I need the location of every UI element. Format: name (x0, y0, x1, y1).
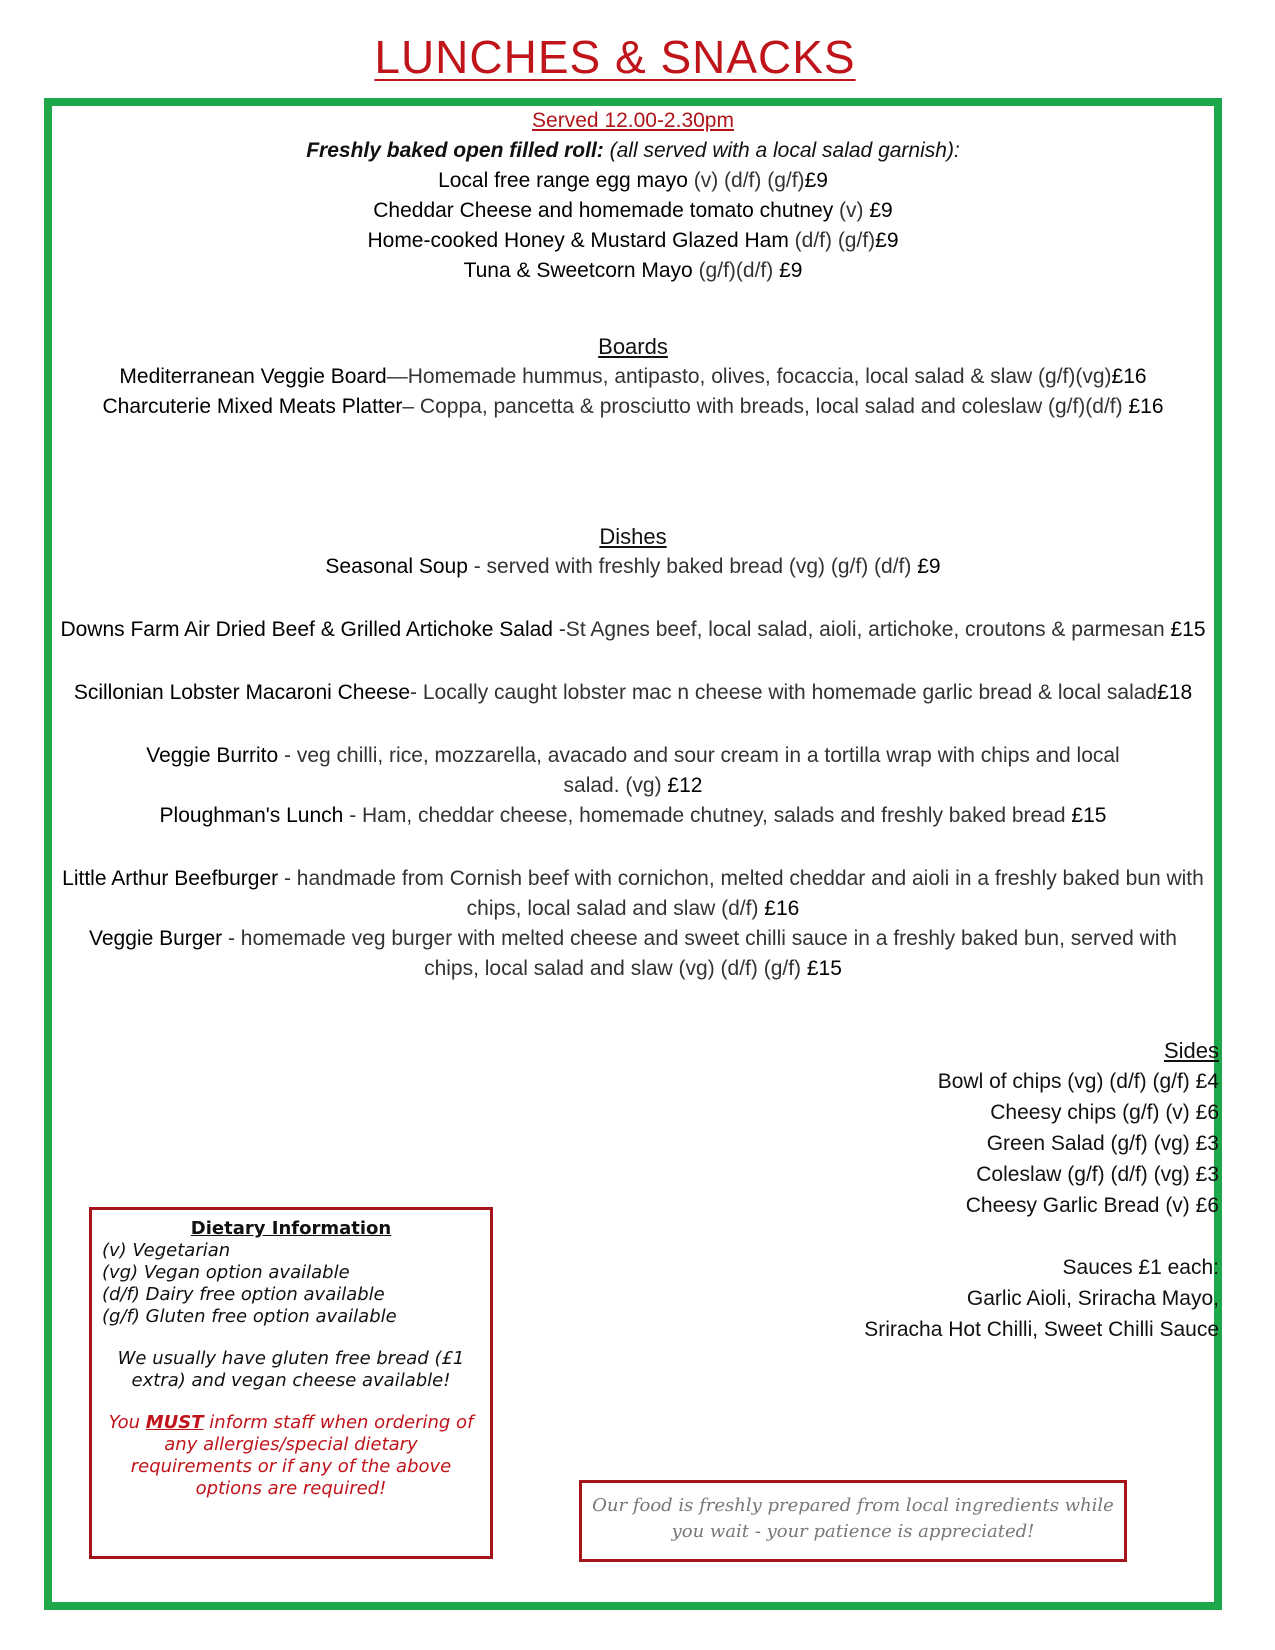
rolls-section (52, 106, 1214, 286)
side-item: Green Salad (g/f) (vg) £3 (986, 1132, 1219, 1155)
boards-heading: Boards (598, 334, 668, 359)
served-times: Served 12.00-2.30pm (532, 109, 734, 132)
sauce-line: Garlic Aioli, Sriracha Mayo, (966, 1287, 1219, 1310)
side-item: Coleslaw (g/f) (d/f) (vg) £3 (976, 1163, 1219, 1186)
sides-heading: Sides (1163, 1038, 1219, 1063)
dietary-line: (g/f) Gluten free option available (102, 1306, 397, 1327)
sauce-line: Sriracha Hot Chilli, Sweet Chilli Sauce (864, 1318, 1219, 1341)
menu-item: Veggie Burrito - veg chilli, rice, mozzarella, avacado and sour cream in a tortilla wrap with chips and local salad. (vg) £12 (146, 744, 1120, 797)
menu-item: Veggie Burger - homemade veg burger with melted cheese and sweet chilli sauce in a freshly baked bun, served with chips, local salad and slaw (vg) (d/f) (g/f) £15 (89, 927, 1177, 980)
dishes-section (52, 522, 1214, 984)
menu-item: Seasonal Soup - served with freshly baked bread (vg) (g/f) (d/f) £9 (325, 555, 941, 578)
menu-item: Cheddar Cheese and homemade tomato chutney (v) £9 (373, 199, 893, 222)
sides-section (864, 1035, 1219, 1345)
menu-item: Downs Farm Air Dried Beef & Grilled Artichoke Salad -St Agnes beef, local salad, aioli, artichoke, croutons & parmesan £15 (60, 618, 1206, 641)
side-item: Bowl of chips (vg) (d/f) (g/f) £4 (937, 1070, 1219, 1093)
fresh-food-note (579, 1480, 1127, 1562)
dietary-heading: Dietary Information (190, 1218, 392, 1239)
rolls-intro: Freshly baked open filled roll: (all served with a local salad garnish): (306, 139, 960, 162)
menu-item: Home-cooked Honey & Mustard Glazed Ham (d/f) (g/f)£9 (367, 229, 899, 252)
dishes-heading: Dishes (599, 524, 667, 549)
dietary-line: (v) Vegetarian (102, 1240, 231, 1261)
menu-item: Local free range egg mayo (v) (d/f) (g/f)£9 (438, 169, 828, 192)
note-line: you wait - your patience is appreciated! (671, 1521, 1035, 1542)
menu-item: Ploughman's Lunch - Ham, cheddar cheese, homemade chutney, salads and freshly baked bread £15 (159, 804, 1107, 827)
menu-item: Tuna & Sweetcorn Mayo (g/f)(d/f) £9 (463, 259, 803, 282)
menu-title: LUNCHES & SNACKS (374, 31, 856, 83)
menu-item: Charcuterie Mixed Meats Platter– Coppa, pancetta & prosciutto with breads, local salad and coleslaw (g/f)(d/f) £16 (102, 395, 1164, 418)
menu-item: Scillonian Lobster Macaroni Cheese- Locally caught lobster mac n cheese with homemade garlic bread & local salad£18 (73, 681, 1193, 704)
allergy-warning: You MUST inform staff when ordering of any allergies/special dietary requirements or if any of the above options are required! (108, 1412, 474, 1499)
note-line: Our food is freshly prepared from local ingredients while (592, 1495, 1114, 1516)
dietary-line: (d/f) Dairy free option available (102, 1284, 385, 1305)
side-item: Cheesy chips (g/f) (v) £6 (990, 1101, 1219, 1124)
side-item: Cheesy Garlic Bread (v) £6 (965, 1194, 1219, 1217)
menu-item: Mediterranean Veggie Board—Homemade hummus, antipasto, olives, focaccia, local salad & slaw (g/f)(vg)£16 (119, 365, 1147, 388)
menu-item: Little Arthur Beefburger - handmade from Cornish beef with cornichon, melted cheddar and aioli in a freshly baked bun with chips, local salad and slaw (d/f) £16 (62, 867, 1204, 920)
dietary-line: (vg) Vegan option available (102, 1262, 350, 1283)
bread-note: We usually have gluten free bread (£1 extra) and vegan cheese available! (117, 1348, 465, 1391)
boards-section (52, 332, 1214, 422)
sauces-title: Sauces £1 each: (1062, 1256, 1219, 1279)
dietary-info-box (89, 1207, 493, 1559)
